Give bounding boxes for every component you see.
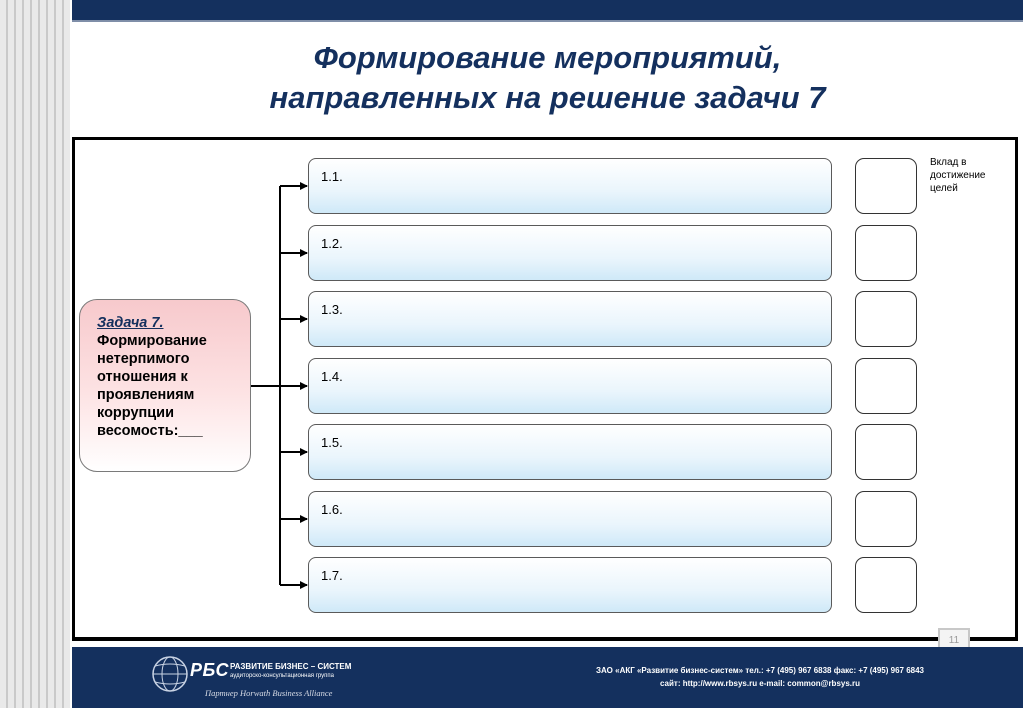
measure-box [308,158,832,214]
measure-box [308,291,832,347]
measure-label: 1.6. [321,502,343,517]
task-box [79,299,251,472]
contacts-block [585,664,935,690]
logo-abbreviation: РБС [190,660,230,680]
company-logo [190,660,352,681]
measure-box [308,424,832,480]
globe-logo-icon [150,652,190,696]
contribution-box [855,424,917,480]
measure-label: 1.7. [321,568,343,583]
contribution-box [855,291,917,347]
measure-label: 1.1. [321,169,343,184]
measure-box [308,225,832,281]
task-label: Задача 7. [97,315,164,331]
contacts-line-2: сайт: http://www.rbsys.ru e-mail: common@rbsys.ru [659,679,861,688]
contribution-box [855,225,917,281]
contacts-line-1: ЗАО «АКГ «Развитие бизнес-систем» тел.: +7 (495) 967 6838 факс: +7 (495) 967 6843 [595,666,925,675]
contribution-box [855,491,917,547]
measure-label: 1.3. [321,302,343,317]
contribution-label: Вклад в достижение целей [930,157,986,194]
contribution-box [855,158,917,214]
measure-box [308,358,832,414]
partner-text: Партнер Horwath Business Alliance [205,688,333,698]
logo-name: РАЗВИТИЕ БИЗНЕС – СИСТЕМ [230,662,352,671]
measure-label: 1.4. [321,369,343,384]
title-line-1: Формирование мероприятий, [313,40,782,75]
measure-label: 1.2. [321,236,343,251]
contribution-box [855,358,917,414]
measure-label: 1.5. [321,435,343,450]
title-line-2: направленных на решение задачи 7 [269,80,826,115]
measure-box [308,491,832,547]
logo-tagline: аудиторско-консультационная группа [230,673,334,679]
task-text: Формирование нетерпимого отношения к проявлениям коррупции весомость:___ [97,333,207,439]
contribution-box [855,557,917,613]
page-number: 11 [938,628,970,656]
measure-box [308,557,832,613]
